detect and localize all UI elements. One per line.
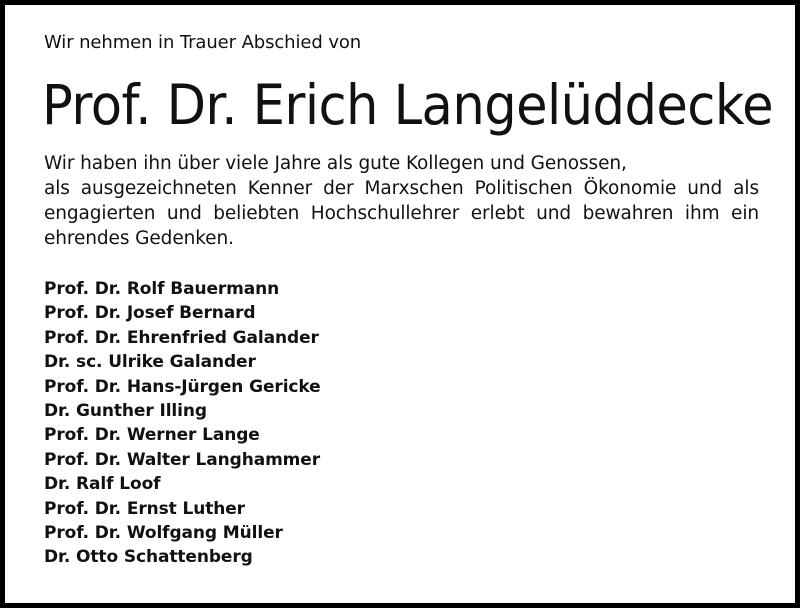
signatory-name: Dr. Gunther Illing: [44, 401, 207, 422]
tribute-line: Wir haben ihn über viele Jahre als gute Kollegen und Genossen,: [44, 153, 627, 174]
signatory-name: Prof. Dr. Rolf Bauermann: [44, 279, 280, 299]
tribute-line: engagierten und beliebten Hochschullehrer erlebt und bewahren ihm ein: [44, 203, 759, 224]
signatory-name: Prof. Dr. Walter Langhammer: [44, 449, 321, 470]
signatory-name: Dr. Otto Schattenberg: [44, 547, 253, 568]
tribute-paragraph: [44, 151, 759, 251]
signatory-name: Dr. sc. Ulrike Galander: [44, 352, 256, 373]
signatory-name: Prof. Dr. Hans-Jürgen Gericke: [44, 376, 321, 397]
signatory-name: Prof. Dr. Ehrenfried Galander: [44, 327, 319, 348]
tribute-line: als ausgezeichneten Kenner der Marxschen Politischen Ökonomie und als: [44, 178, 759, 199]
tribute-line: ehrendes Gedenken.: [44, 228, 234, 249]
signatory-name: Dr. Ralf Loof: [44, 474, 161, 495]
signatory-name: Prof. Dr. Werner Lange: [44, 425, 260, 446]
intro-text: Wir nehmen in Trauer Abschied von: [44, 32, 362, 53]
signatory-name: Prof. Dr. Wolfgang Müller: [44, 523, 283, 544]
signatory-name: Prof. Dr. Ernst Luther: [44, 498, 245, 519]
signatory-name: Prof. Dr. Josef Bernard: [44, 303, 256, 324]
deceased-name: Prof. Dr. Erich Langelüddecke: [42, 73, 773, 137]
signatory-list: [44, 277, 321, 570]
